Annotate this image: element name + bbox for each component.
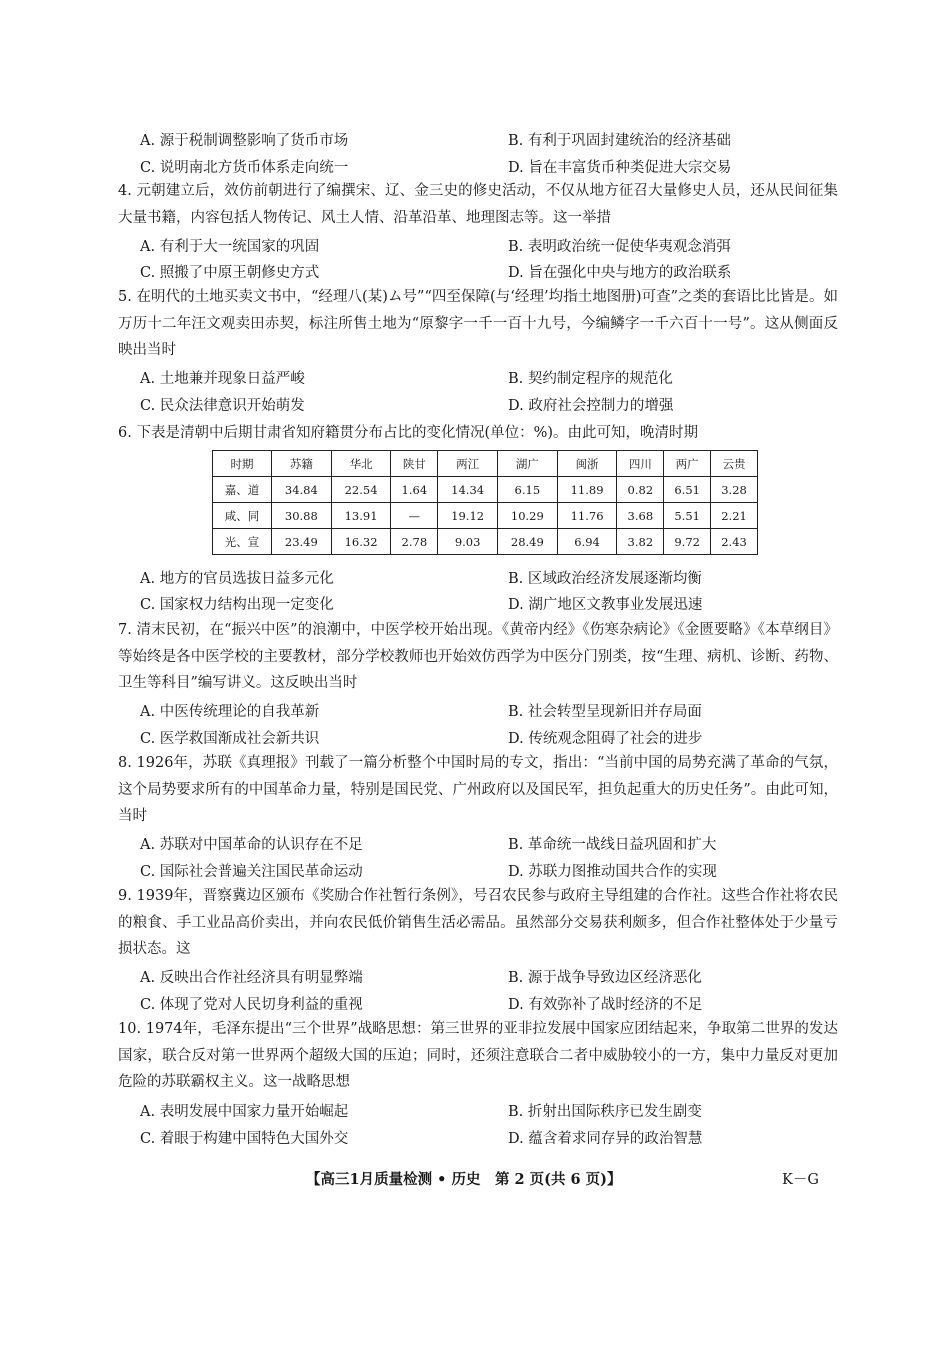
q6-option-d: D. 湖广地区文教事业发展迅速 <box>508 597 703 613</box>
q5-option-b: B. 契约制定程序的规范化 <box>508 371 673 387</box>
table-header-cell: 时期 <box>213 451 272 477</box>
q7-option-c: C. 医学救国渐成社会新共识 <box>140 731 320 747</box>
q7-option-a: A. 中医传统理论的自我革新 <box>140 704 320 720</box>
q4-option-b: B. 表明政治统一促使华夷观念消弭 <box>508 239 731 255</box>
table-cell: 3.68 <box>617 503 664 529</box>
table-header-cell: 两广 <box>664 451 711 477</box>
table-cell: 2.21 <box>711 503 758 529</box>
q6-option-a: A. 地方的官员选拔日益多元化 <box>140 571 334 587</box>
q9-stem: 9. 1939年，晋察冀边区颁布《奖励合作社暂行条例》，号召农民参与政府主导组建的合作社。这些合作社将农民的粮食、手工业品高价卖出，并向农民低价销售生活必需品。虽然部分交易获利颇多，但合作社整体处于少量亏损状态。这 <box>118 888 838 957</box>
table-cell: 23.49 <box>272 529 332 555</box>
q10-option-c: C. 着眼于构建中国特色大国外交 <box>140 1131 349 1147</box>
table-cell: 9.03 <box>438 529 498 555</box>
table-cell: 22.54 <box>331 477 391 503</box>
q8-stem: 8. 1926年，苏联《真理报》刊载了一篇分析整个中国时局的专文，指出：“当前中国的局势充满了革命的气氛，这个局势要求所有的中国革命力量，特别是国民党、广州政府以及国民军，担负起重大的历史任务”。由此可知，当时 <box>118 755 838 824</box>
q5-option-d: D. 政府社会控制力的增强 <box>508 398 674 414</box>
q9-option-b: B. 源于战争导致边区经济恶化 <box>508 970 702 986</box>
q7-option-b: B. 社会转型呈现新旧并存局面 <box>508 704 702 720</box>
table-header-cell: 苏籍 <box>272 451 332 477</box>
table-cell: 13.91 <box>331 503 391 529</box>
q10-stem: 10. 1974年，毛泽东提出“三个世界”战略思想：第三世界的亚非拉发展中国家应团结起来，争取第二世界的发达国家，联合反对第一世界两个超级大国的压迫；同时，还须注意联合二者中威胁较小的一方，集中力量反对更加危险的苏联霸权主义。这一战略思想 <box>118 1021 838 1090</box>
q8-option-d: D. 苏联力图推动国共合作的实现 <box>508 864 717 880</box>
q7-option-d: D. 传统观念阻碍了社会的进步 <box>508 731 703 747</box>
q5-option-a: A. 土地兼并现象日益严峻 <box>140 371 305 387</box>
table-cell: 34.84 <box>272 477 332 503</box>
table-cell: 11.76 <box>557 503 617 529</box>
table-cell: 2.43 <box>711 529 758 555</box>
q9-option-d: D. 有效弥补了战时经济的不足 <box>508 997 703 1013</box>
table-header-cell: 湖广 <box>497 451 557 477</box>
table-cell: 3.82 <box>617 529 664 555</box>
table-cell: 16.32 <box>331 529 391 555</box>
table-cell: 2.78 <box>391 529 438 555</box>
q9-option-c: C. 体现了党对人民切身利益的重视 <box>140 997 363 1013</box>
table-header-cell: 四川 <box>617 451 664 477</box>
table-header-row <box>213 451 758 477</box>
page-footer: 【高三1月质量检测 • 历史 第 2 页(共 6 页)】 <box>306 1171 622 1188</box>
q6-table <box>212 450 758 555</box>
q4-stem: 4. 元朝建立后，效仿前朝进行了编撰宋、辽、金三史的修史活动，不仅从地方征召大量修史人员，还从民间征集大量书籍，内容包括人物传记、风土人情、沿革沿革、地理图志等。这一举措 <box>118 183 838 226</box>
table-cell: 14.34 <box>438 477 498 503</box>
q8-option-c: C. 国际社会普遍关注国民革命运动 <box>140 864 363 880</box>
q6-option-b: B. 区域政治经济发展逐渐均衡 <box>508 571 702 587</box>
q8-option-a: A. 苏联对中国革命的认识存在不足 <box>140 837 363 853</box>
table-cell: 6.15 <box>497 477 557 503</box>
q3-option-a: A. 源于税制调整影响了货币市场 <box>140 133 349 149</box>
q7-stem: 7. 清末民初，在“振兴中医”的浪潮中，中医学校开始出现。《黄帝内经》《伤寒杂病论》《金匮要略》《本草纲目》等始终是各中医学校的主要教材，部分学校教师也开始效仿西学为中医分门别类，按“生理、病机、诊断、药物、卫生等科目”编写讲义。这反映出当时 <box>118 622 838 691</box>
table-cell: 28.49 <box>497 529 557 555</box>
table-header-cell: 陕甘 <box>391 451 438 477</box>
table-header-cell: 闽浙 <box>557 451 617 477</box>
q10-option-b: B. 折射出国际秩序已发生剧变 <box>508 1104 702 1120</box>
q5-option-c: C. 民众法律意识开始萌发 <box>140 398 305 414</box>
table-cell: 3.28 <box>711 477 758 503</box>
table-cell: 9.72 <box>664 529 711 555</box>
table-cell: — <box>391 503 438 529</box>
table-cell: 1.64 <box>391 477 438 503</box>
table-cell: 光、宣 <box>213 529 272 555</box>
table-cell: 6.94 <box>557 529 617 555</box>
q4-option-d: D. 旨在强化中央与地方的政治联系 <box>508 265 732 281</box>
q3-option-b: B. 有利于巩固封建统治的经济基础 <box>508 133 731 149</box>
q8-option-b: B. 革命统一战线日益巩固和扩大 <box>508 837 717 853</box>
table-cell: 0.82 <box>617 477 664 503</box>
paper-code: K－G <box>782 1172 819 1188</box>
table-cell: 嘉、道 <box>213 477 272 503</box>
table-cell: 5.51 <box>664 503 711 529</box>
q6-stem: 6. 下表是清朝中后期甘肃省知府籍贯分布占比的变化情况(单位：%)。由此可知，晚清时期 <box>118 425 699 441</box>
table-cell: 11.89 <box>557 477 617 503</box>
table-header-cell: 云贵 <box>711 451 758 477</box>
q10-option-d: D. 蕴含着求同存异的政治智慧 <box>508 1131 703 1147</box>
table-row <box>213 503 758 529</box>
table-row <box>213 477 758 503</box>
table-row <box>213 529 758 555</box>
q10-option-a: A. 表明发展中国家力量开始崛起 <box>140 1104 349 1120</box>
q3-option-d: D. 旨在丰富货币种类促进大宗交易 <box>508 160 732 176</box>
q5-stem: 5. 在明代的土地买卖文书中，“经理八(某)ム号”“四至保障(与‘经理’均指土地图册)可查”之类的套语比比皆是。如万历十二年汪文观卖田赤契，标注所售土地为“原黎字一千一百十九号，今编鳞字一千六百十一号”。这从侧面反映出当时 <box>118 289 838 358</box>
q4-option-a: A. 有利于大一统国家的巩固 <box>140 239 320 255</box>
table-cell: 6.51 <box>664 477 711 503</box>
table-cell: 10.29 <box>497 503 557 529</box>
table-cell: 30.88 <box>272 503 332 529</box>
table-cell: 19.12 <box>438 503 498 529</box>
table-cell: 咸、同 <box>213 503 272 529</box>
table-header-cell: 华北 <box>331 451 391 477</box>
table-header-cell: 两江 <box>438 451 498 477</box>
q6-option-c: C. 国家权力结构出现一定变化 <box>140 597 334 613</box>
q9-option-a: A. 反映出合作社经济具有明显弊端 <box>140 970 363 986</box>
q3-option-c: C. 说明南北方货币体系走向统一 <box>140 160 349 176</box>
q4-option-c: C. 照搬了中原王朝修史方式 <box>140 265 320 281</box>
